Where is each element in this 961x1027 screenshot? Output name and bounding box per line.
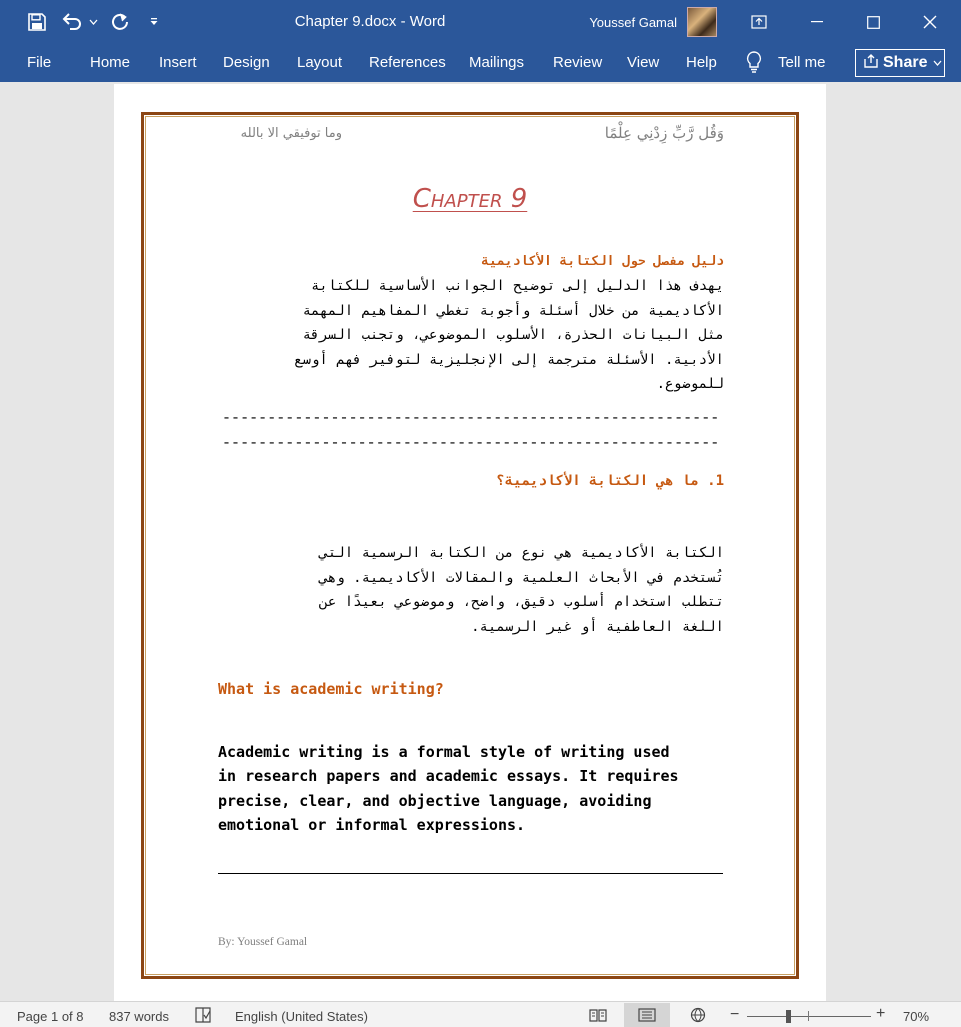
dash-separator: -------------------------------------------------------	[222, 410, 720, 427]
zoom-out-icon[interactable]: −	[730, 1006, 740, 1023]
tab-file[interactable]: File	[27, 54, 52, 71]
maximize-icon[interactable]	[848, 0, 898, 44]
paragraph-line: precise, clear, and objective language, avoiding	[218, 791, 652, 810]
document-title: Chapter 9.docx - Word	[294, 13, 446, 30]
word-count[interactable]: 837 words	[109, 1009, 169, 1024]
share-label: Share	[883, 54, 928, 71]
language-indicator[interactable]: English (United States)	[235, 1009, 368, 1024]
paragraph-line: in research papers and academic essays. It requires	[218, 767, 679, 786]
close-icon[interactable]	[905, 0, 955, 44]
tab-view[interactable]: View	[627, 54, 660, 71]
header-phrase: وما توفيقي الا بالله	[240, 126, 342, 141]
dash-separator: -------------------------------------------------------	[222, 435, 720, 452]
zoom-slider[interactable]	[747, 1016, 871, 1017]
title-bar	[0, 0, 961, 44]
zoom-level[interactable]: 70%	[903, 1009, 930, 1024]
zoom-slider-midpoint	[808, 1011, 809, 1021]
arabic-intro-paragraph	[220, 274, 724, 397]
arabic-question-heading: 1. ما هي الكتابة الأكاديمية؟	[496, 473, 724, 489]
english-question-heading: What is academic writing?	[218, 680, 444, 698]
paragraph-line: للموضوع.	[656, 376, 724, 392]
chapter-title: Chapter 9	[412, 184, 528, 214]
paragraph-line: تُستخدم في الأبحاث العلمية والمقالات الأكاديمية. وهي	[319, 569, 724, 586]
zoom-in-icon[interactable]: +	[876, 1005, 886, 1022]
paragraph-line: الكتابة الأكاديمية هي نوع من الكتابة الرسمية التي	[319, 545, 724, 561]
lightbulb-icon[interactable]	[746, 51, 762, 78]
tab-help[interactable]: Help	[686, 54, 717, 71]
paragraph-line: الأكاديمية من خلال أسئلة وأجوبة تغطي المفاهيم المهمة	[302, 302, 724, 319]
ribbon-display-icon[interactable]	[734, 0, 784, 44]
page-count[interactable]: Page 1 of 8	[17, 1009, 84, 1024]
print-layout-icon[interactable]	[624, 1003, 670, 1027]
read-mode-icon[interactable]	[586, 1003, 610, 1027]
tell-me-search[interactable]: Tell me	[778, 54, 826, 71]
paragraph-line: الأدبية. الأسئلة مترجمة إلى الإنجليزية لتوفير فهم أوسع	[294, 351, 724, 368]
tab-design[interactable]: Design	[223, 54, 270, 71]
paragraph-line: يهدف هذا الدليل إلى توضيح الجوانب الأساسية للكتابة	[310, 278, 724, 294]
tab-insert[interactable]: Insert	[159, 54, 197, 71]
paragraph-line: تتطلب استخدام أسلوب دقيق، واضح، وموضوعي بعيدًا عن	[319, 594, 724, 610]
status-bar	[0, 1001, 961, 1027]
tab-review[interactable]: Review	[553, 54, 603, 71]
proofing-icon[interactable]	[194, 1007, 212, 1026]
web-layout-icon[interactable]	[686, 1003, 710, 1027]
tab-layout[interactable]: Layout	[297, 54, 343, 71]
minimize-icon[interactable]	[792, 0, 842, 44]
arabic-answer-paragraph	[220, 541, 724, 639]
avatar[interactable]	[687, 7, 717, 37]
share-icon	[864, 54, 878, 73]
tab-mailings[interactable]: Mailings	[469, 54, 525, 71]
tab-references[interactable]: References	[369, 54, 446, 71]
arabic-guide-heading: دليل مفصل حول الكتابة الأكاديمية	[481, 254, 724, 269]
header-verse: وَقُل رَّبِّ زِدْنِي عِلْمًا	[604, 124, 724, 142]
user-name[interactable]: Youssef Gamal	[589, 15, 677, 30]
zoom-slider-thumb[interactable]	[786, 1010, 791, 1023]
chevron-down-icon	[933, 58, 942, 69]
horizontal-rule	[218, 873, 723, 874]
footer-author: By: Youssef Gamal	[218, 936, 308, 948]
paragraph-line: emotional or informal expressions.	[218, 815, 526, 834]
tab-home[interactable]: Home	[90, 54, 131, 71]
paragraph-line: Academic writing is a formal style of writing used	[218, 743, 670, 761]
english-answer-paragraph	[218, 740, 724, 837]
share-button[interactable]	[855, 49, 945, 77]
paragraph-line: مثل البيانات الحذرة، الأسلوب الموضوعي، وتجنب السرقة	[302, 327, 724, 343]
paragraph-line: اللغة العاطفية أو غير الرسمية.	[471, 618, 724, 635]
